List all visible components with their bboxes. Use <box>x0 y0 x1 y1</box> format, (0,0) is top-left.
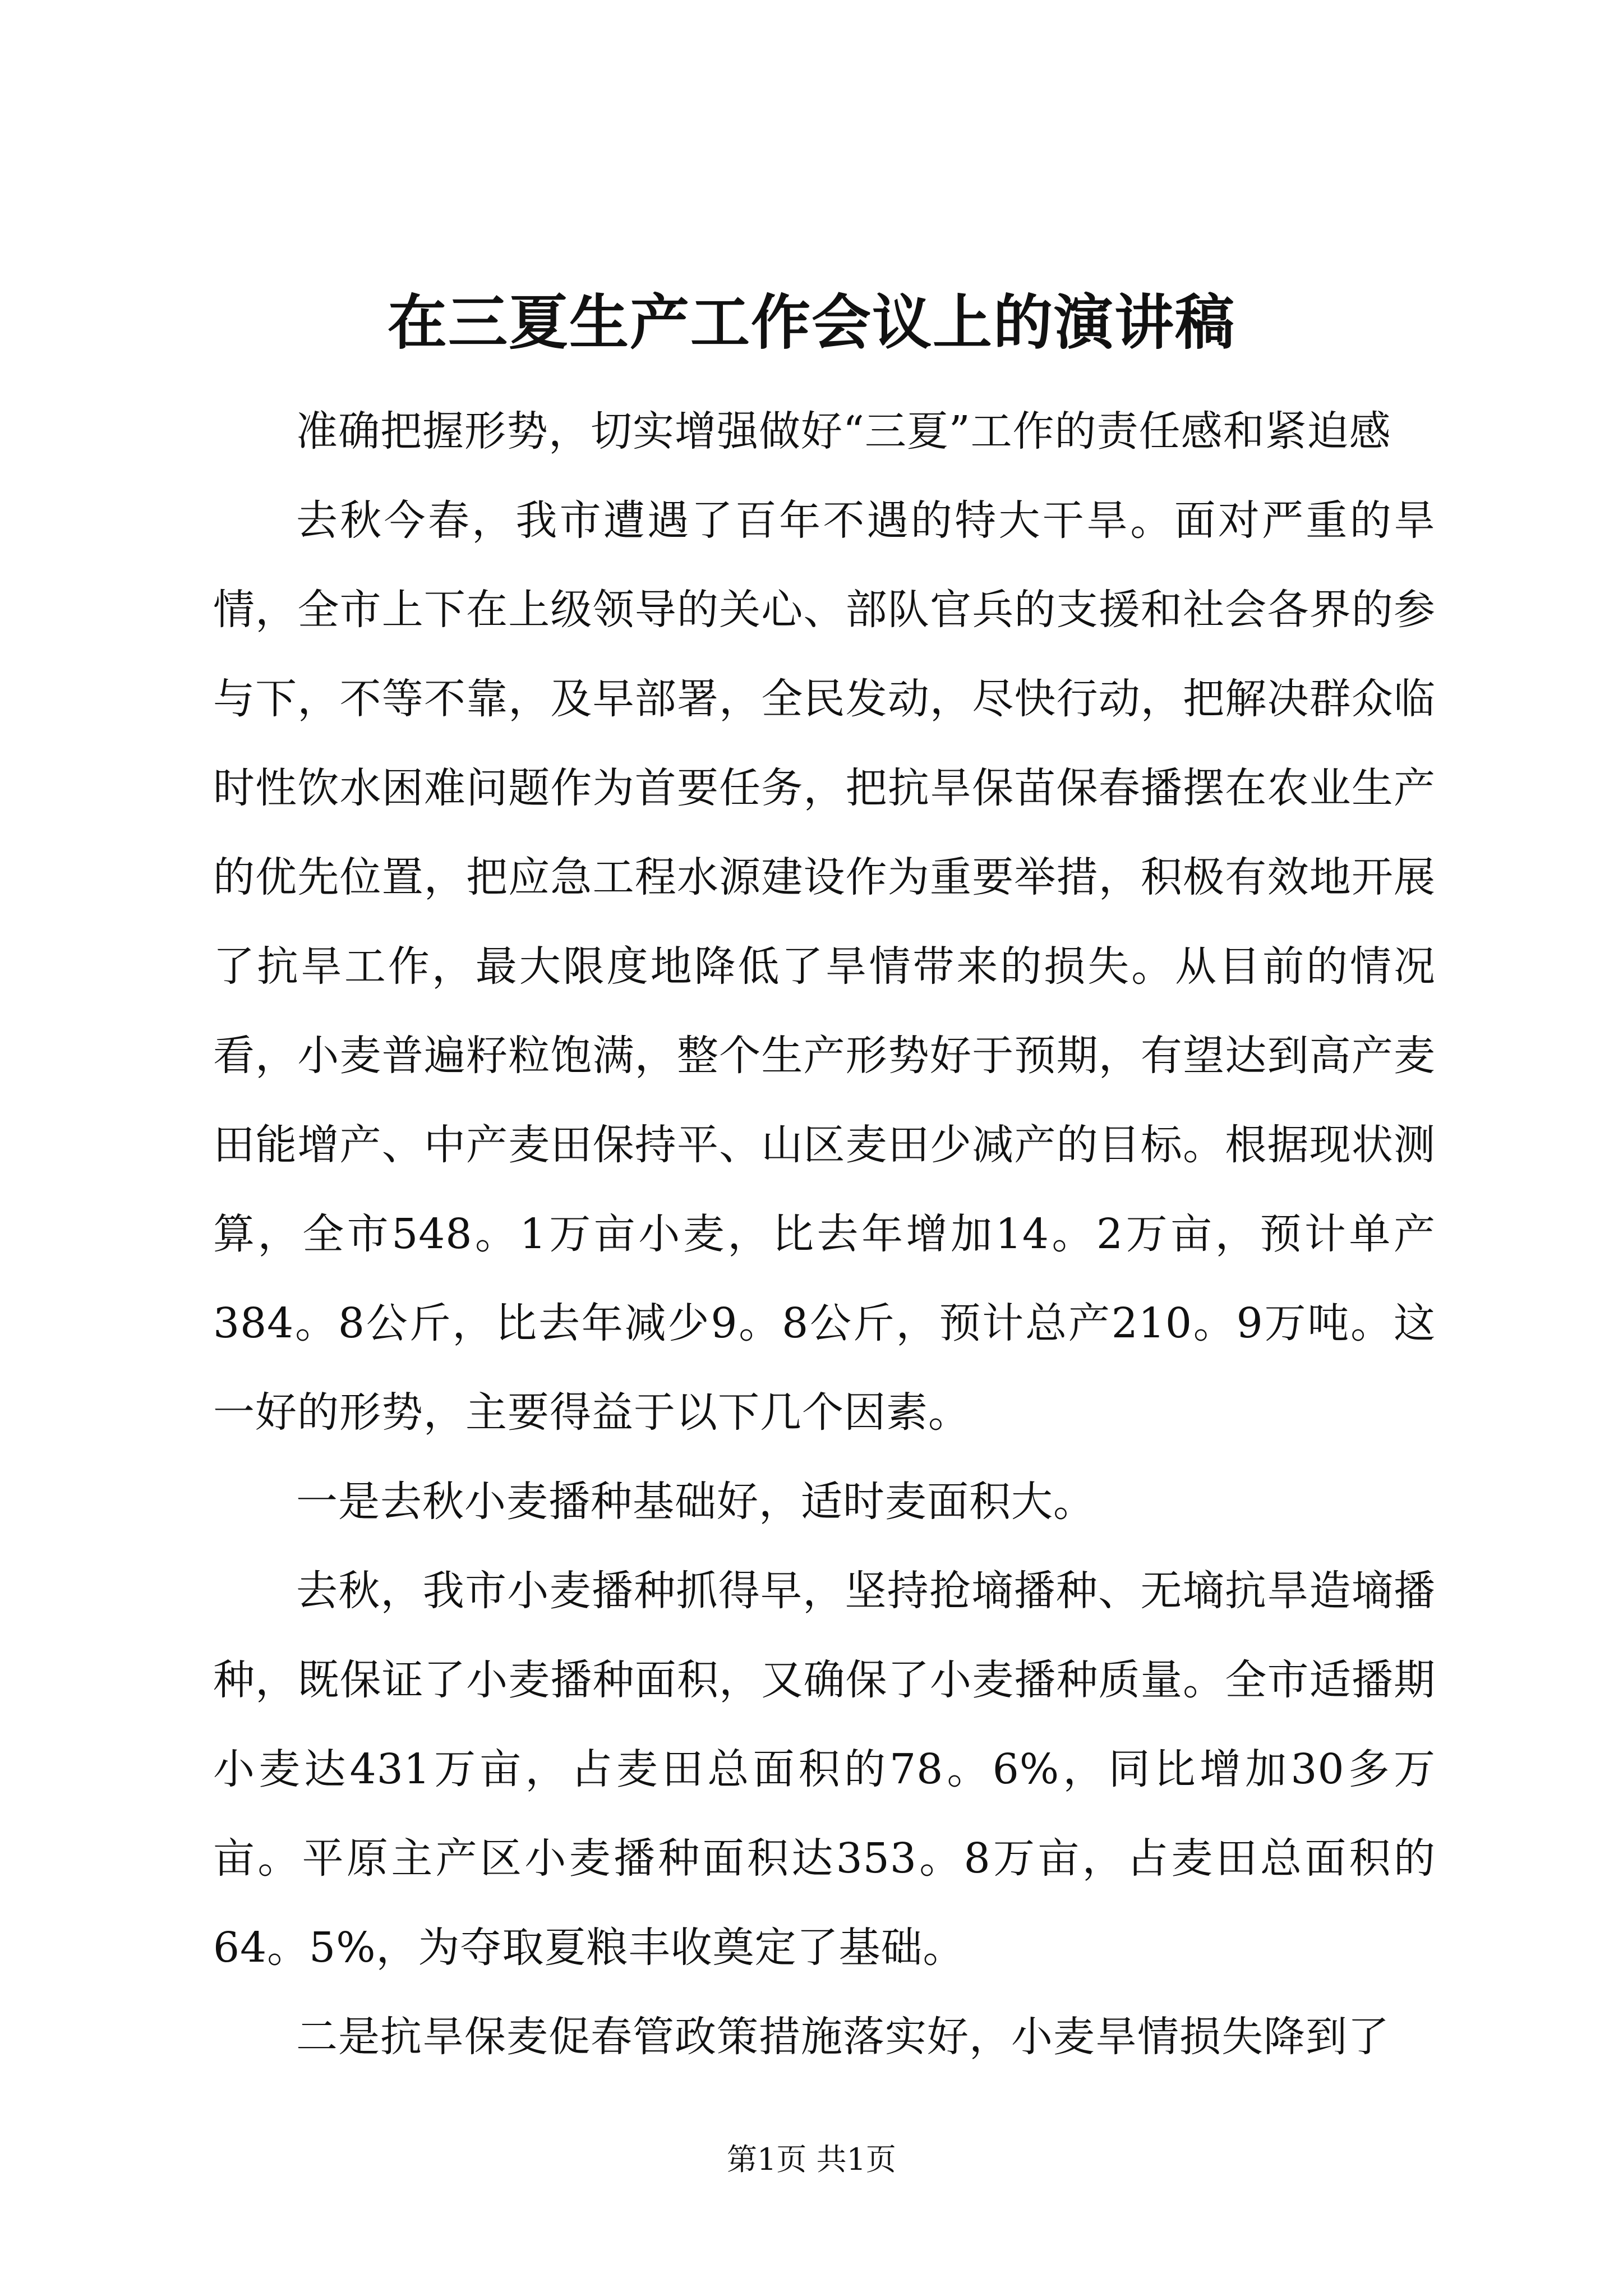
body-paragraph: 去秋今春，我市遭遇了百年不遇的特大干旱。面对严重的旱情，全市上下在上级领导的关心、部队官兵的支援和社会各界的参与下，不等不靠，及早部署，全民发动，尽快行动，把解决群众临时性饮水困难问题作为首要任务，把抗旱保苗保春播摆在农业生产的优先位置，把应急工程水源建设作为重要举措，积极有效地开展了抗旱工作，最大限度地降低了旱情带来的损失。从目前的情况看，小麦普遍籽粒饱满，整个生产形势好于预期，有望达到高产麦田能增产、中产麦田保持平、山区麦田少减产的目标。根据现状测算，全市548。1万亩小麦，比去年增加14。2万亩，预计单产384。8公斤，比去年减少9。8公斤，预计总产210。9万吨。这一好的形势，主要得益于以下几个因素。 <box>213 496 1436 1437</box>
document-title: 在三夏生产工作会议上的演讲稿 <box>388 287 1235 357</box>
section-heading-paragraph: 一是去秋小麦播种基础好，适时麦面积大。 <box>296 1478 1095 1526</box>
body-paragraph: 二是抗旱保麦促春管政策措施落实好，小麦旱情损失降到了 <box>296 2013 1390 2061</box>
document-body <box>213 387 1436 2082</box>
section-heading-paragraph: 准确把握形势，切实增强做好“三夏”工作的责任感和紧迫感 <box>296 407 1391 455</box>
body-paragraph: 去秋，我市小麦播种抓得早，坚持抢墒播种、无墒抗旱造墒播种，既保证了小麦播种面积，又确保了小麦播种质量。全市适播期小麦达431万亩，占麦田总面积的78。6%，同比增加30多万亩。平原主产区小麦播种面积达353。8万亩，占麦田总面积的64。5%，为夺取夏粮丰收奠定了基础。 <box>213 1567 1436 1972</box>
page-footer: 第1页 共1页 <box>727 2142 896 2177</box>
